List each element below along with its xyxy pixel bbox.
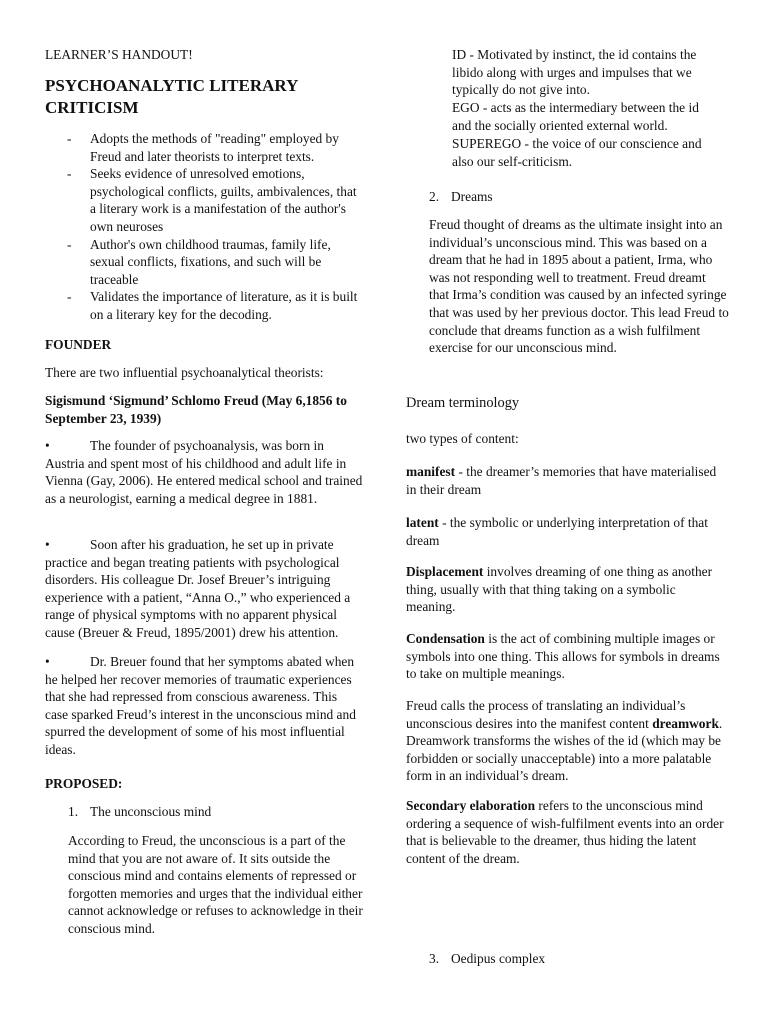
dreams-item: 2. Dreams <box>429 189 493 204</box>
bio-paragraph: • The founder of psychoanalysis, was born in Austria and spent most of his childhood and adult life in Vienna (Gay, 2006). He entered medical school and trained as a neurologist, earning a medical degree in 1881. <box>45 438 363 506</box>
displacement-definition: Displacement involves dreaming of one thing as another thing, usually with that thing taking on a symbolic meaning. <box>406 564 713 615</box>
list-item: - Author's own childhood traumas, family life, sexual conflicts, fixations, and such will be traceable <box>67 236 331 287</box>
founder-heading: FOUNDER <box>45 337 112 352</box>
bio-paragraph: • Dr. Breuer found that her symptoms abated when he helped her recover memories of traumatic experiences that she had repressed from conscious awareness. This case sparked Freud’s interest in the unconscious mind and spurred the development of some of his most influential ideas. <box>45 654 356 757</box>
proposed-heading: PROPOSED: <box>45 776 123 791</box>
list-item: - Seeks evidence of unresolved emotions, psychological conflicts, guilts, ambivalences, that a literary work is a manifestation of the author's own neuroses <box>67 166 357 234</box>
unconscious-mind-item: 1. The unconscious mind <box>68 804 212 819</box>
id-description: ID - Motivated by instinct, the id contains the libido along with urges and impulses that we typically do not give into. <box>452 47 697 98</box>
list-item: - Validates the importance of literature, as it is built on a literary key for the decoding. <box>67 289 358 322</box>
intro-points-list <box>45 130 363 324</box>
list-item: - Adopts the methods of "reading" employed by Freud and later theorists to interpret texts. <box>67 131 339 164</box>
manifest-definition: manifest - the dreamer’s memories that have materialised in their dream <box>406 464 717 497</box>
dream-terminology-heading: Dream terminology <box>406 395 520 411</box>
secondary-elaboration-definition: Secondary elaboration refers to the unconscious mind ordering a sequence of wish-fulfilment events into an order that is believable to the dreamer, thus hiding the latent content of the dream. <box>406 798 724 866</box>
condensation-definition: Condensation is the act of combining multiple images or symbols into one thing. This allows for symbols in dreams to take on multiple meanings. <box>406 631 720 682</box>
superego-description: SUPEREGO - the voice of our conscience and also our self-criticism. <box>452 136 702 169</box>
dreams-text: Freud thought of dreams as the ultimate insight into an individual’s unconscious mind. This was based on a dream that he had in 1895 about a patient, Irma, who was not responding well to treatment. Freud dreamt that Irma’s condition was caused by an infected syringe that was used by her previous doctor. This lead Freud to conclude that dreams function as a wish fulfilment exercise for our unconscious mind. <box>429 217 729 356</box>
latent-definition: latent - the symbolic or underlying interpretation of that dream <box>406 515 708 548</box>
page-title: PSYCHOANALYTIC LITERARY CRITICISM <box>45 76 298 117</box>
unconscious-mind-text: According to Freud, the unconscious is a part of the mind that you are not aware of. It sits outside the conscious mind and contains elements of repressed or forgotten memories and urges that the individual either cannot acknowledge or refuses to acknowledge in their conscious mind. <box>68 833 363 936</box>
founder-intro: There are two influential psychoanalytical theorists: <box>45 365 324 380</box>
freud-name: Sigismund ‘Sigmund’ Schlomo Freud (May 6,1856 to September 23, 1939) <box>45 393 347 426</box>
two-types-label: two types of content: <box>406 431 519 446</box>
ego-description: EGO - acts as the intermediary between the id and the socially oriented external world. <box>452 100 699 133</box>
dreamwork-definition: Freud calls the process of translating an individual’s unconscious desires into the manifest content dreamwork. Dreamwork transforms the wishes of the id (which may be forbidden or socially unacceptable) into a more palatable form in an individual’s dream. <box>406 698 723 784</box>
oedipus-complex-item: 3. Oedipus complex <box>429 951 546 966</box>
handout-label: LEARNER’S HANDOUT! <box>45 47 193 62</box>
bio-paragraph: • Soon after his graduation, he set up in private practice and began treating patients with psychological disorders. His colleague Dr. Josef Breuer’s intriguing experience with a patient, “Anna O.,” who experienced a range of physical symptoms with no apparent physical cause (Breuer & Freud, 1895/2001) drew his attention. <box>45 537 351 640</box>
